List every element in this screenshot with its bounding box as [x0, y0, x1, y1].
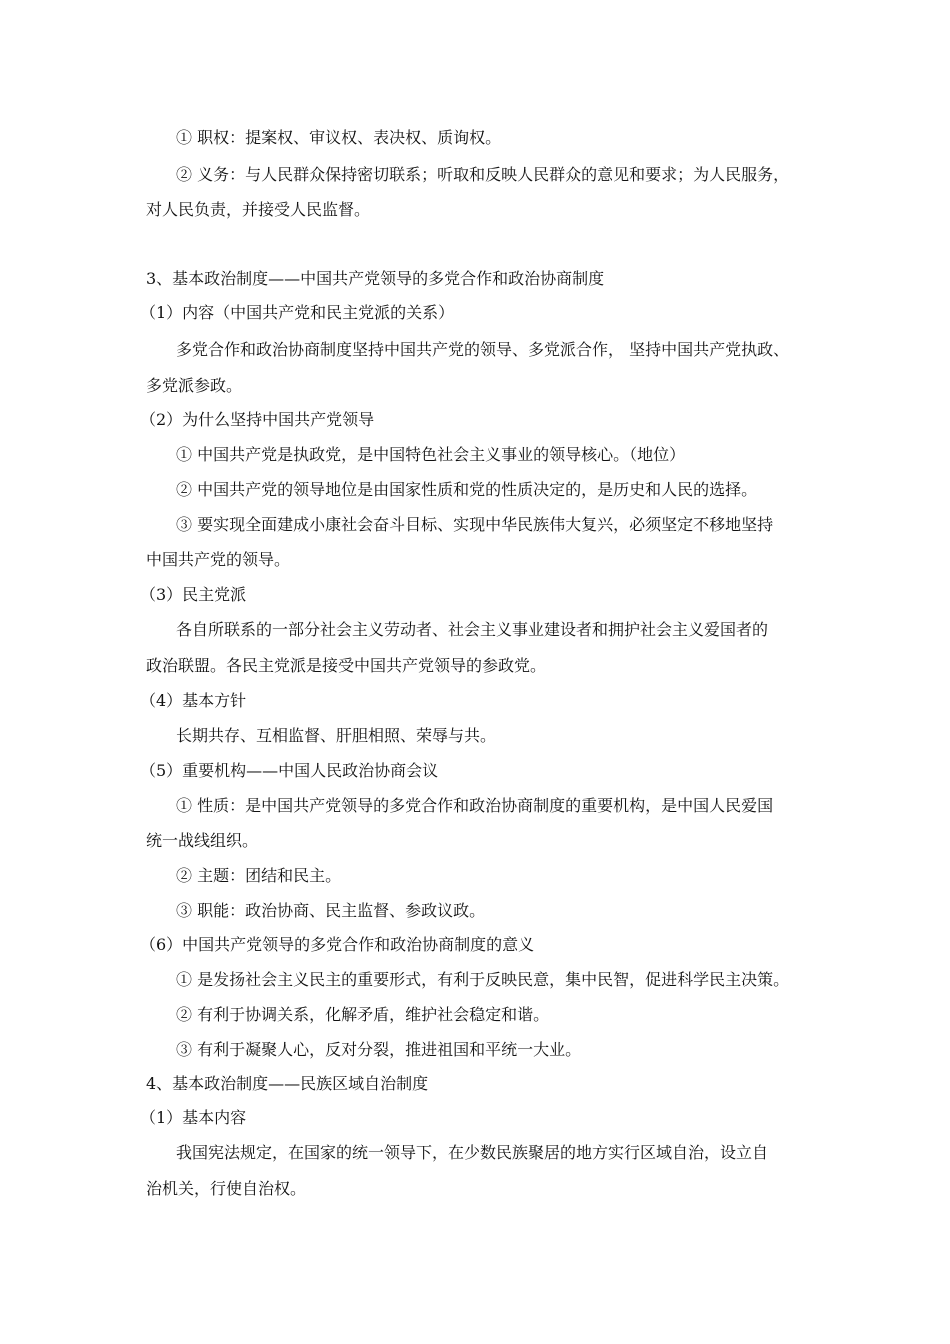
- list-item: ③ 职能：政治协商、民主监督、参政议政。: [176, 901, 486, 920]
- list-item: ① 性质：是中国共产党领导的多党合作和政治协商制度的重要机构，是中国人民爱国: [176, 796, 774, 815]
- duty-item-powers: ① 职权：提案权、审议权、表决权、质询权。: [176, 128, 502, 147]
- list-item: ① 是发扬社会主义民主的重要形式，有利于反映民意，集中民智，促进科学民主决策。: [176, 970, 790, 989]
- list-item: ③ 有利于凝聚人心，反对分裂，推进祖国和平统一大业。: [176, 1040, 582, 1059]
- paragraph-continuation: 对人民负责，并接受人民监督。: [146, 200, 371, 219]
- paragraph: 我国宪法规定，在国家的统一领导下，在少数民族聚居的地方实行区域自治，设立自: [176, 1143, 769, 1162]
- subheading-democratic-parties: （3）民主党派: [140, 585, 247, 604]
- list-item: ① 中国共产党是执政党，是中国特色社会主义事业的领导核心。（地位）: [176, 445, 686, 464]
- paragraph: 多党合作和政治协商制度坚持中国共产党的领导、多党派合作， 坚持中国共产党执政、: [176, 340, 790, 359]
- list-item: ② 有利于协调关系，化解矛盾，维护社会稳定和谐。: [176, 1005, 550, 1024]
- paragraph-continuation: 中国共产党的领导。: [146, 550, 291, 569]
- subheading-basic-policy: （4）基本方针: [140, 691, 247, 710]
- paragraph-continuation: 统一战线组织。: [146, 831, 259, 850]
- subheading-why-leadership: （2）为什么坚持中国共产党领导: [140, 410, 375, 429]
- subheading-content: （1）内容（中国共产党和民主党派的关系）: [140, 303, 455, 322]
- subheading-cppcc: （5）重要机构——中国人民政治协商会议: [140, 761, 439, 780]
- subheading-significance: （6）中国共产党领导的多党合作和政治协商制度的意义: [140, 935, 535, 954]
- section-heading-4: 4、基本政治制度——民族区域自治制度: [146, 1074, 429, 1093]
- paragraph-continuation: 多党派参政。: [146, 376, 243, 395]
- subheading-basic-content: （1）基本内容: [140, 1108, 247, 1127]
- paragraph: 长期共存、互相监督、肝胆相照、荣辱与共。: [176, 726, 497, 745]
- duty-item-obligations: ② 义务：与人民群众保持密切联系；听取和反映人民群众的意见和要求；为人民服务，: [176, 165, 790, 184]
- paragraph-continuation: 政治联盟。各民主党派是接受中国共产党领导的参政党。: [146, 656, 547, 675]
- section-heading-3: 3、基本政治制度——中国共产党领导的多党合作和政治协商制度: [146, 269, 605, 288]
- paragraph-continuation: 治机关，行使自治权。: [146, 1179, 307, 1198]
- paragraph: 各自所联系的一部分社会主义劳动者、社会主义事业建设者和拥护社会主义爱国者的: [176, 620, 769, 639]
- list-item: ② 主题：团结和民主。: [176, 866, 342, 885]
- list-item: ③ 要实现全面建成小康社会奋斗目标、实现中华民族伟大复兴，必须坚定不移地坚持: [176, 515, 774, 534]
- list-item: ② 中国共产党的领导地位是由国家性质和党的性质决定的，是历史和人民的选择。: [176, 480, 758, 499]
